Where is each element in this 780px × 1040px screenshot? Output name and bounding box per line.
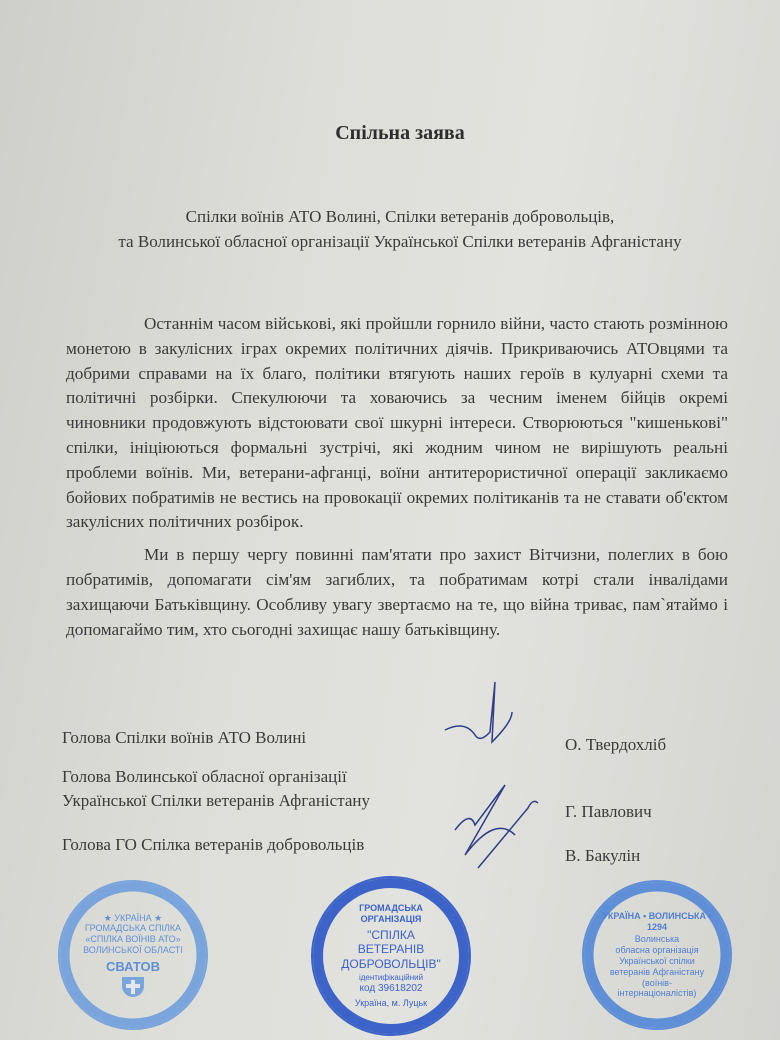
subtitle-line-2: та Волинської обласної організації Української Спілки ветеранів Афганістану	[118, 232, 682, 251]
signatory-3-name: В. Бакулін	[565, 846, 641, 865]
stamp3-ring-bottom: Україна, м. Луцьк	[354, 997, 428, 1008]
stamp2-center-line: Волинська	[634, 934, 680, 945]
paragraph-1: Останнім часом військові, які пройшли горнило війни, часто стають розмінною монетою в закулісних іграх окремих політичних діячів. Прикриваючись АТОвцями та добрими справами на їх благо, політики втягують наших героїв в кулуарні схеми та політичні розбірки. Спекулюючи та ховаючись за чесним іменем бійців окремі чиновники продовжують відстоювати свої шкурні інтереси. Створюються "кишенькові" спілки, ініціюються формальні зустрічі, які жодним чином не вирішують реальні проблеми воїнів. Ми, ветерани-афганці, воїни антитерористичної операції закликаємо бойових побратимів не вестись на провокації окремих політиканів та не ставати об'єктом закулісних політичних розбірок.	[66, 314, 728, 532]
stamp3-center-line: ВЕТЕРАНІВ	[357, 942, 425, 957]
shield-cross-icon	[122, 977, 144, 997]
stamp1-center-text: СВАТОВ	[106, 958, 160, 974]
stamp2-center-line: Української спілки	[619, 956, 695, 966]
stamp3-center-line: "СПІЛКА	[367, 928, 415, 943]
stamp2-center-line: обласна організація	[615, 945, 699, 956]
signatory-3-position: Голова ГО Спілка ветеранів добровольців	[62, 835, 365, 854]
signatory-1-position: Голова Спілки воїнів АТО Волині	[62, 728, 307, 747]
stamp3-code-label: ідентифікаційний	[358, 973, 424, 983]
signatory-2-position-line-1: Голова Волинської обласної організації	[62, 767, 347, 786]
signatory-1-name: О. Твердохліб	[565, 735, 667, 754]
subtitle-line-1: Спілки воїнів АТО Волині, Спілки ветеранів добровольців,	[185, 207, 615, 226]
stamp3-center-line: ДОБРОВОЛЬЦІВ"	[341, 956, 441, 971]
stamp2-center-line: ветеранів Афганістану	[609, 966, 705, 977]
stamp1-ring-text: ★ УКРАЇНА ★ ГРОМАДСЬКА СПІЛКА «СПІЛКА ВОЇНІВ АТО» ВОЛИНСЬКОЇ ОБЛАСТІ	[83, 912, 183, 955]
stamp-volunteer-veterans	[311, 876, 471, 1036]
signatory-2-position-line-2: Української Спілки ветеранів Афганістану	[62, 791, 370, 810]
stamp3-code: код 39618202	[359, 982, 423, 994]
document-title: Спільна заява	[335, 122, 465, 144]
stamp2-center-line: (воїнів-	[642, 977, 672, 988]
stamp-ato-volyn	[58, 880, 208, 1030]
stamp3-ring-top: ГРОМАДСЬКА ОРГАНІЗАЦІЯ	[359, 903, 423, 925]
signatory-2-name: Г. Павлович	[565, 802, 652, 821]
stamp-afghan-veterans	[582, 880, 732, 1030]
stamp2-center-line: інтернаціоналістів)	[617, 988, 697, 999]
paragraph-2: Ми в першу чергу повинні пам'ятати про захист Вітчизни, полеглих в бою побратимів, допомагати сім'ям загиблих, та побратимам котрі стали інвалідами захищаючи Батьківщину. Особливу увагу звертаємо на те, що війна триває, пам`ятаймо і допомагаймо тим, хто сьогодні захищає нашу батьківщину.	[66, 545, 728, 639]
signature-marks	[445, 682, 538, 868]
stamp2-ring-text: УКРАЇНА • ВОЛИНСЬКА • 1294	[602, 910, 712, 932]
